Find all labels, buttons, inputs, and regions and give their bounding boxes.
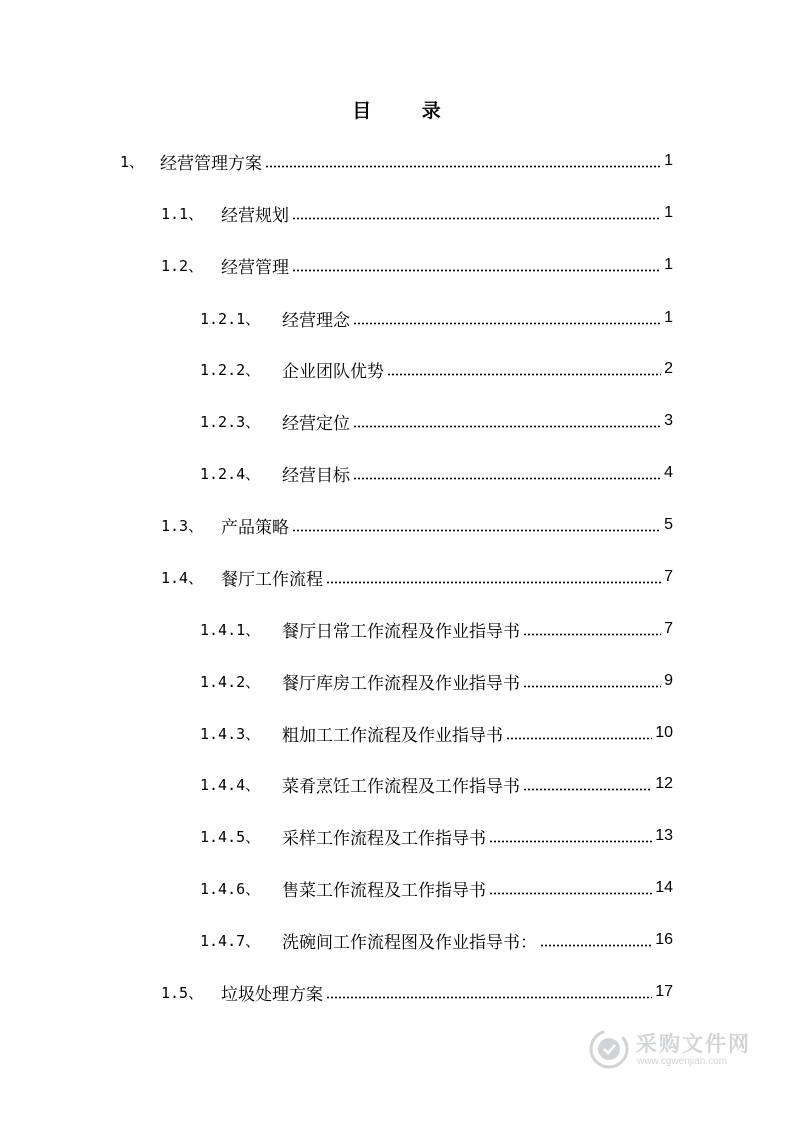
- toc-entry[interactable]: [161, 198, 673, 228]
- toc-entry[interactable]: [161, 562, 673, 592]
- toc-entry-page-number: 2: [664, 360, 673, 377]
- toc-dot-leader: [353, 477, 661, 480]
- toc-dot-leader: [326, 996, 652, 999]
- toc-entry-label: 餐厅工作流程: [221, 569, 323, 590]
- toc-dot-leader: [326, 581, 661, 584]
- toc-entry-page-number: 5: [664, 516, 673, 533]
- toc-entry-number: 1.4.4、: [200, 775, 261, 794]
- toc-entry-page-number: 10: [655, 724, 673, 741]
- toc-dot-leader: [489, 892, 652, 895]
- toc-entry-number: 1.4.7、: [200, 931, 261, 950]
- toc-entry-number: 1.2.4、: [200, 464, 261, 483]
- toc-entry-label: 经营管理: [221, 257, 289, 278]
- toc-entry-page-number: 12: [655, 775, 673, 792]
- toc-entry-page-number: 13: [655, 827, 673, 844]
- toc-entry-number: 1.4.6、: [200, 879, 261, 898]
- toc-dot-leader: [292, 269, 661, 272]
- toc-dot-leader: [353, 322, 661, 325]
- toc-entry-label: 经营定位: [282, 413, 350, 434]
- toc-entry[interactable]: [200, 614, 673, 644]
- toc-entry-page-number: 1: [664, 256, 673, 273]
- toc-entry-number: 1.3、: [161, 516, 204, 535]
- toc-entry[interactable]: [200, 354, 673, 384]
- toc-dot-leader: [353, 425, 661, 428]
- toc-dot-leader: [387, 373, 661, 376]
- toc-dot-leader: [523, 685, 661, 688]
- toc-entry-label: 经营目标: [282, 465, 350, 486]
- toc-entry-number: 1.2、: [161, 256, 204, 275]
- toc-dot-leader: [540, 944, 652, 947]
- watermark-url: www.cgwenjian.com: [637, 1056, 728, 1067]
- toc-dot-leader: [292, 529, 661, 532]
- toc-entry-number: 1.5、: [161, 983, 204, 1002]
- toc-entry[interactable]: [200, 873, 673, 903]
- watermark: [588, 1026, 758, 1074]
- toc-entry[interactable]: [200, 769, 673, 799]
- toc-title: 目 录: [352, 100, 463, 122]
- toc-entry-label: 售菜工作流程及工作指导书: [282, 880, 486, 901]
- toc-entry-page-number: 9: [664, 672, 673, 689]
- toc-entry-page-number: 3: [664, 412, 673, 429]
- toc-entry-number: 1.2.3、: [200, 412, 261, 431]
- toc-entry[interactable]: [200, 821, 673, 851]
- toc-entry-label: 经营理念: [282, 310, 350, 331]
- toc-entry-label: 垃圾处理方案: [221, 984, 323, 1005]
- toc-entry-page-number: 7: [664, 568, 673, 585]
- toc-entry[interactable]: [200, 406, 673, 436]
- toc-entry-page-number: 1: [664, 204, 673, 221]
- toc-entry-number: 1.2.1、: [200, 309, 261, 328]
- toc-entry[interactable]: [200, 458, 673, 488]
- toc-entry-label: 经营管理方案: [160, 153, 262, 174]
- toc-entry-page-number: 1: [664, 309, 673, 326]
- toc-entry-label: 餐厅库房工作流程及作业指导书: [282, 673, 520, 694]
- toc-entry-number: 1.4、: [161, 568, 204, 587]
- toc-dot-leader: [489, 840, 652, 843]
- toc-dot-leader: [265, 165, 661, 168]
- toc-entry[interactable]: [161, 250, 673, 280]
- toc-entry-label: 产品策略: [221, 517, 289, 538]
- toc-entry-number: 1.4.5、: [200, 827, 261, 846]
- toc-entry-page-number: 17: [655, 983, 673, 1000]
- toc-entry-number: 1.4.1、: [200, 620, 261, 639]
- toc-entry[interactable]: [200, 718, 673, 748]
- toc-entry-page-number: 16: [655, 931, 673, 948]
- toc-entry-number: 1、: [120, 152, 145, 171]
- toc-entry-number: 1.1、: [161, 204, 204, 223]
- toc-entry[interactable]: [200, 666, 673, 696]
- toc-dot-leader: [523, 633, 661, 636]
- toc-entry[interactable]: [200, 303, 673, 333]
- toc-entry-label: 菜肴烹饪工作流程及工作指导书: [282, 776, 520, 797]
- toc-entry[interactable]: [120, 146, 673, 176]
- toc-entry[interactable]: [200, 925, 673, 955]
- toc-entry-number: 1.4.2、: [200, 672, 261, 691]
- toc-entry[interactable]: [161, 977, 673, 1007]
- watermark-name: 采购文件网: [636, 1032, 751, 1056]
- toc-entry-label: 粗加工工作流程及作业指导书: [282, 725, 503, 746]
- toc-entry-page-number: 14: [655, 879, 673, 896]
- toc-entry-number: 1.2.2、: [200, 360, 261, 379]
- toc-entry[interactable]: [161, 510, 673, 540]
- toc-entry-label: 洗碗间工作流程图及作业指导书：: [282, 932, 537, 953]
- toc-dot-leader: [292, 217, 661, 220]
- toc-entry-label: 餐厅日常工作流程及作业指导书: [282, 621, 520, 642]
- toc-dot-leader: [506, 737, 652, 740]
- watermark-logo-icon: [588, 1028, 630, 1070]
- toc-entry-label: 经营规划: [221, 205, 289, 226]
- toc-entry-label: 企业团队优势: [282, 361, 384, 382]
- toc-dot-leader: [523, 788, 652, 791]
- toc-entry-number: 1.4.3、: [200, 724, 261, 743]
- toc-entry-label: 采样工作流程及工作指导书: [282, 828, 486, 849]
- toc-entry-page-number: 1: [664, 152, 673, 169]
- toc-entry-page-number: 7: [664, 620, 673, 637]
- toc-entry-page-number: 4: [664, 464, 673, 481]
